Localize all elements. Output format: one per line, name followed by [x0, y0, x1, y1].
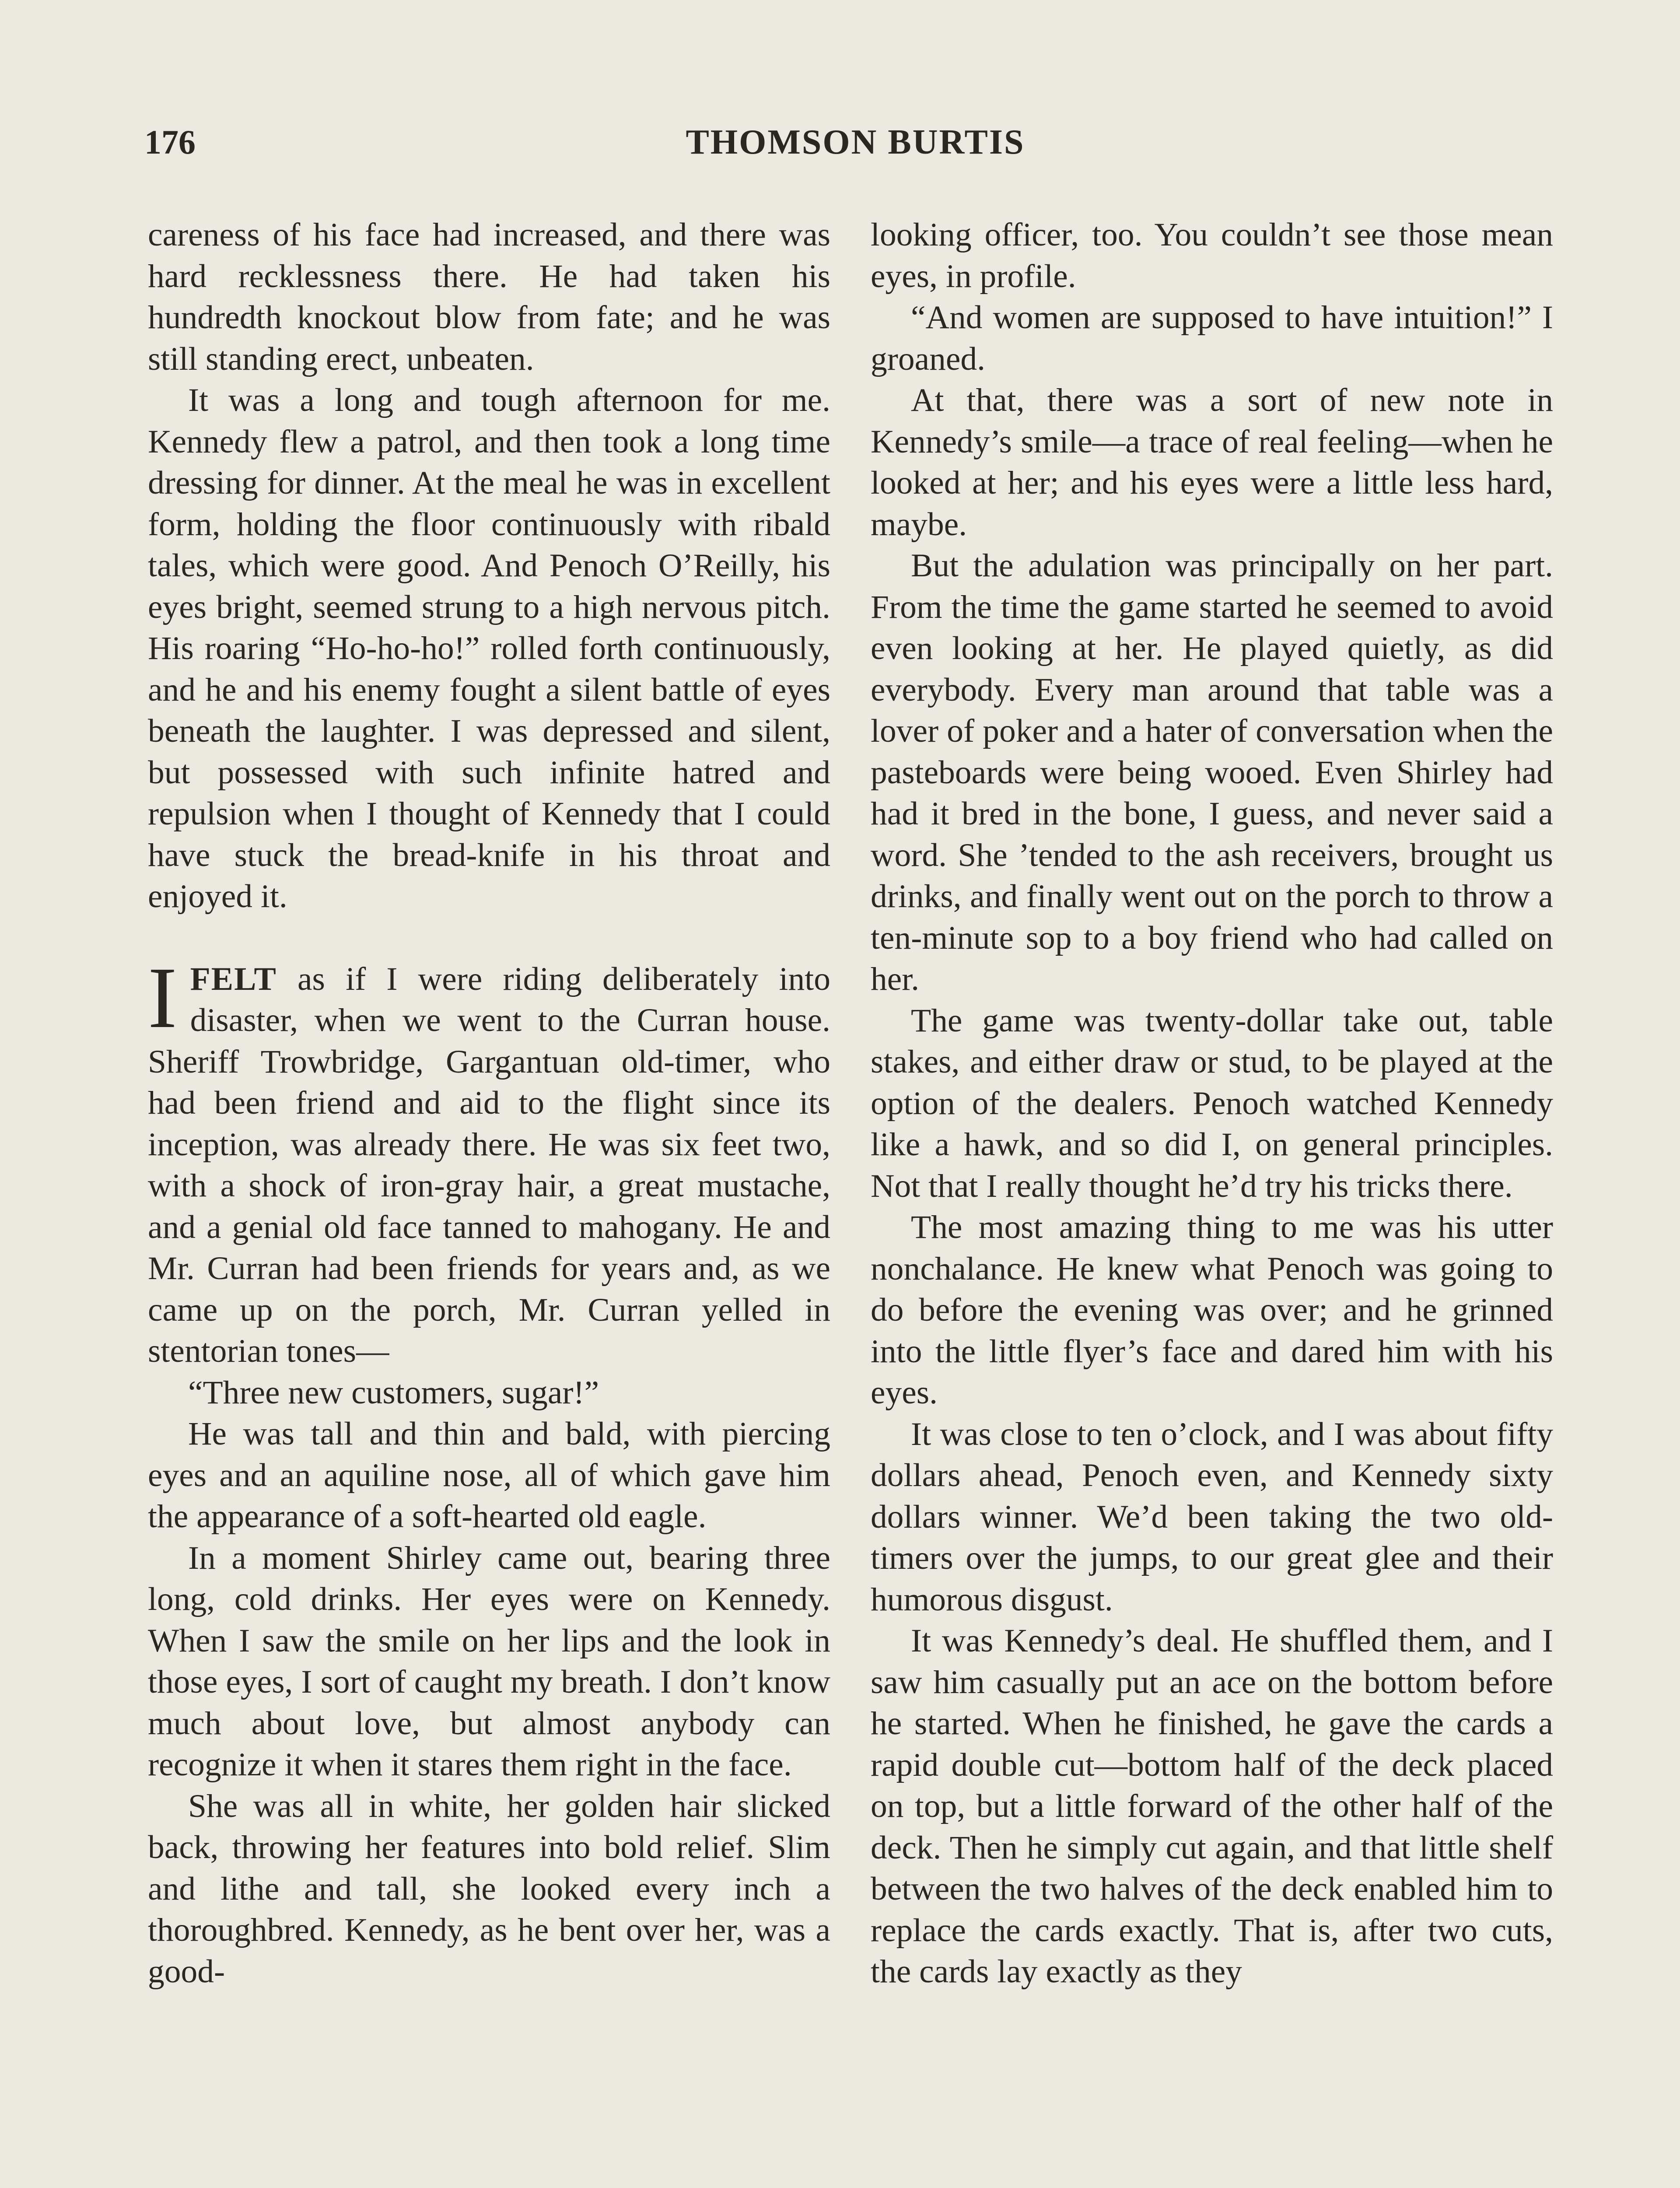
page-number: 176 — [144, 123, 196, 161]
running-head: THOMSON BURTIS — [686, 123, 1025, 161]
paragraph-text: as if I were riding deliberately into disaster, when we went to the Curran house. Sheriff Trowbridge, Gargantuan old-timer, who had been friend and aid to the flight since its inception, was already there. He was six feet two, with a shock of iron-gray hair, a great mustache, and a genial old face tanned to mahogany. He and Mr. Curran had been friends for years and, as we came up on the porch, Mr. Curran yelled in stentorian tones— — [148, 961, 830, 1369]
paragraph: But the adulation was principally on her part. From the time the game started he seemed to avoid even looking at her. He played quietly, as did everybody. Every man around that table was a lover of poker and a hater of conversation when the pasteboards were being wooed. Even Shirley had had it bred in the bone, I guess, and never said a word. She ’tended to the ash receivers, brought us drinks, and finally went out on the porch to throw a ten-minute sop to a boy friend who had called on her. — [871, 547, 1553, 997]
page-header — [144, 123, 1566, 171]
paragraph: It was close to ten o’clock, and I was about fifty dollars ahead, Penoch even, and Kennedy sixty dollars winner. We’d been taking the two old-timers over the jumps, to our great glee and their humorous disgust. — [871, 1416, 1553, 1618]
paragraph: The most amazing thing to me was his utter nonchalance. He knew what Penoch was going to do before the evening was over; and he grinned into the little flyer’s face and dared him with his eyes. — [871, 1209, 1553, 1411]
paragraph: In a moment Shirley came out, bearing three long, cold drinks. Her eyes were on Kennedy. When I saw the smile on her lips and the look in those eyes, I sort of caught my breath. I don’t know much about love, but almost anybody can recognize it when it stares them right in the face. — [148, 1539, 830, 1783]
paragraph: It was a long and tough afternoon for me. Kennedy flew a patrol, and then took a long time dressing for dinner. At the meal he was in excellent form, holding the floor continuously with ribald tales, which were good. And Penoch O’Reilly, his eyes bright, seemed strung to a high nervous pitch. His roaring “Ho-ho-ho!” rolled forth continuously, and he and his enemy fought a silent battle of eyes beneath the laughter. I was depressed and silent, but possessed with such infinite hatred and repulsion when I thought of Kennedy that I could have stuck the bread-knife in his throat and enjoyed it. — [148, 382, 830, 915]
lead-in-word: FELT — [190, 961, 277, 997]
section-start-paragraph — [148, 949, 830, 1372]
paragraph: At that, there was a sort of new note in Kennedy’s smile—a trace of real feeling—when he looked at her; and his eyes were a little less hard, maybe. — [871, 382, 1553, 543]
right-column — [871, 214, 1553, 1993]
drop-cap: I — [148, 949, 177, 1046]
paragraph: The game was twenty-dollar take out, table stakes, and either draw or stud, to be played at the option of the dealers. Penoch watched Kennedy like a hawk, and so did I, on general principles. Not that I really thought he’d try his tricks there. — [871, 1002, 1553, 1204]
paragraph: She was all in white, her golden hair slicked back, throwing her features into bold relief. Slim and lithe and tall, she looked every inch a thoroughbred. Kennedy, as he bent over her, was a good- — [148, 1788, 830, 1990]
paragraph: “And women are supposed to have intuition!” I groaned. — [871, 299, 1553, 377]
left-column — [148, 214, 830, 1992]
paragraph: “Three new customers, sugar!” — [188, 1374, 599, 1411]
paragraph: It was Kennedy’s deal. He shuffled them, and I saw him casually put an ace on the bottom before he started. When he finished, he gave the cards a rapid double cut—bottom half of the deck placed on top, but a little forward of the other half of the deck. Then he simply cut again, and that little shelf between the two halves of the deck enabled him to replace the cards exactly. That is, after two cuts, the cards lay exactly as they — [871, 1623, 1553, 1990]
paragraph: looking officer, too. You couldn’t see those mean eyes, in profile. — [871, 217, 1553, 295]
paragraph: careness of his face had increased, and there was hard recklessness there. He had taken his hundredth knockout blow from fate; and he was still standing erect, unbeaten. — [148, 217, 830, 377]
paragraph: He was tall and thin and bald, with piercing eyes and an aquiline nose, all of which gave him the appearance of a soft-hearted old eagle. — [148, 1416, 830, 1535]
